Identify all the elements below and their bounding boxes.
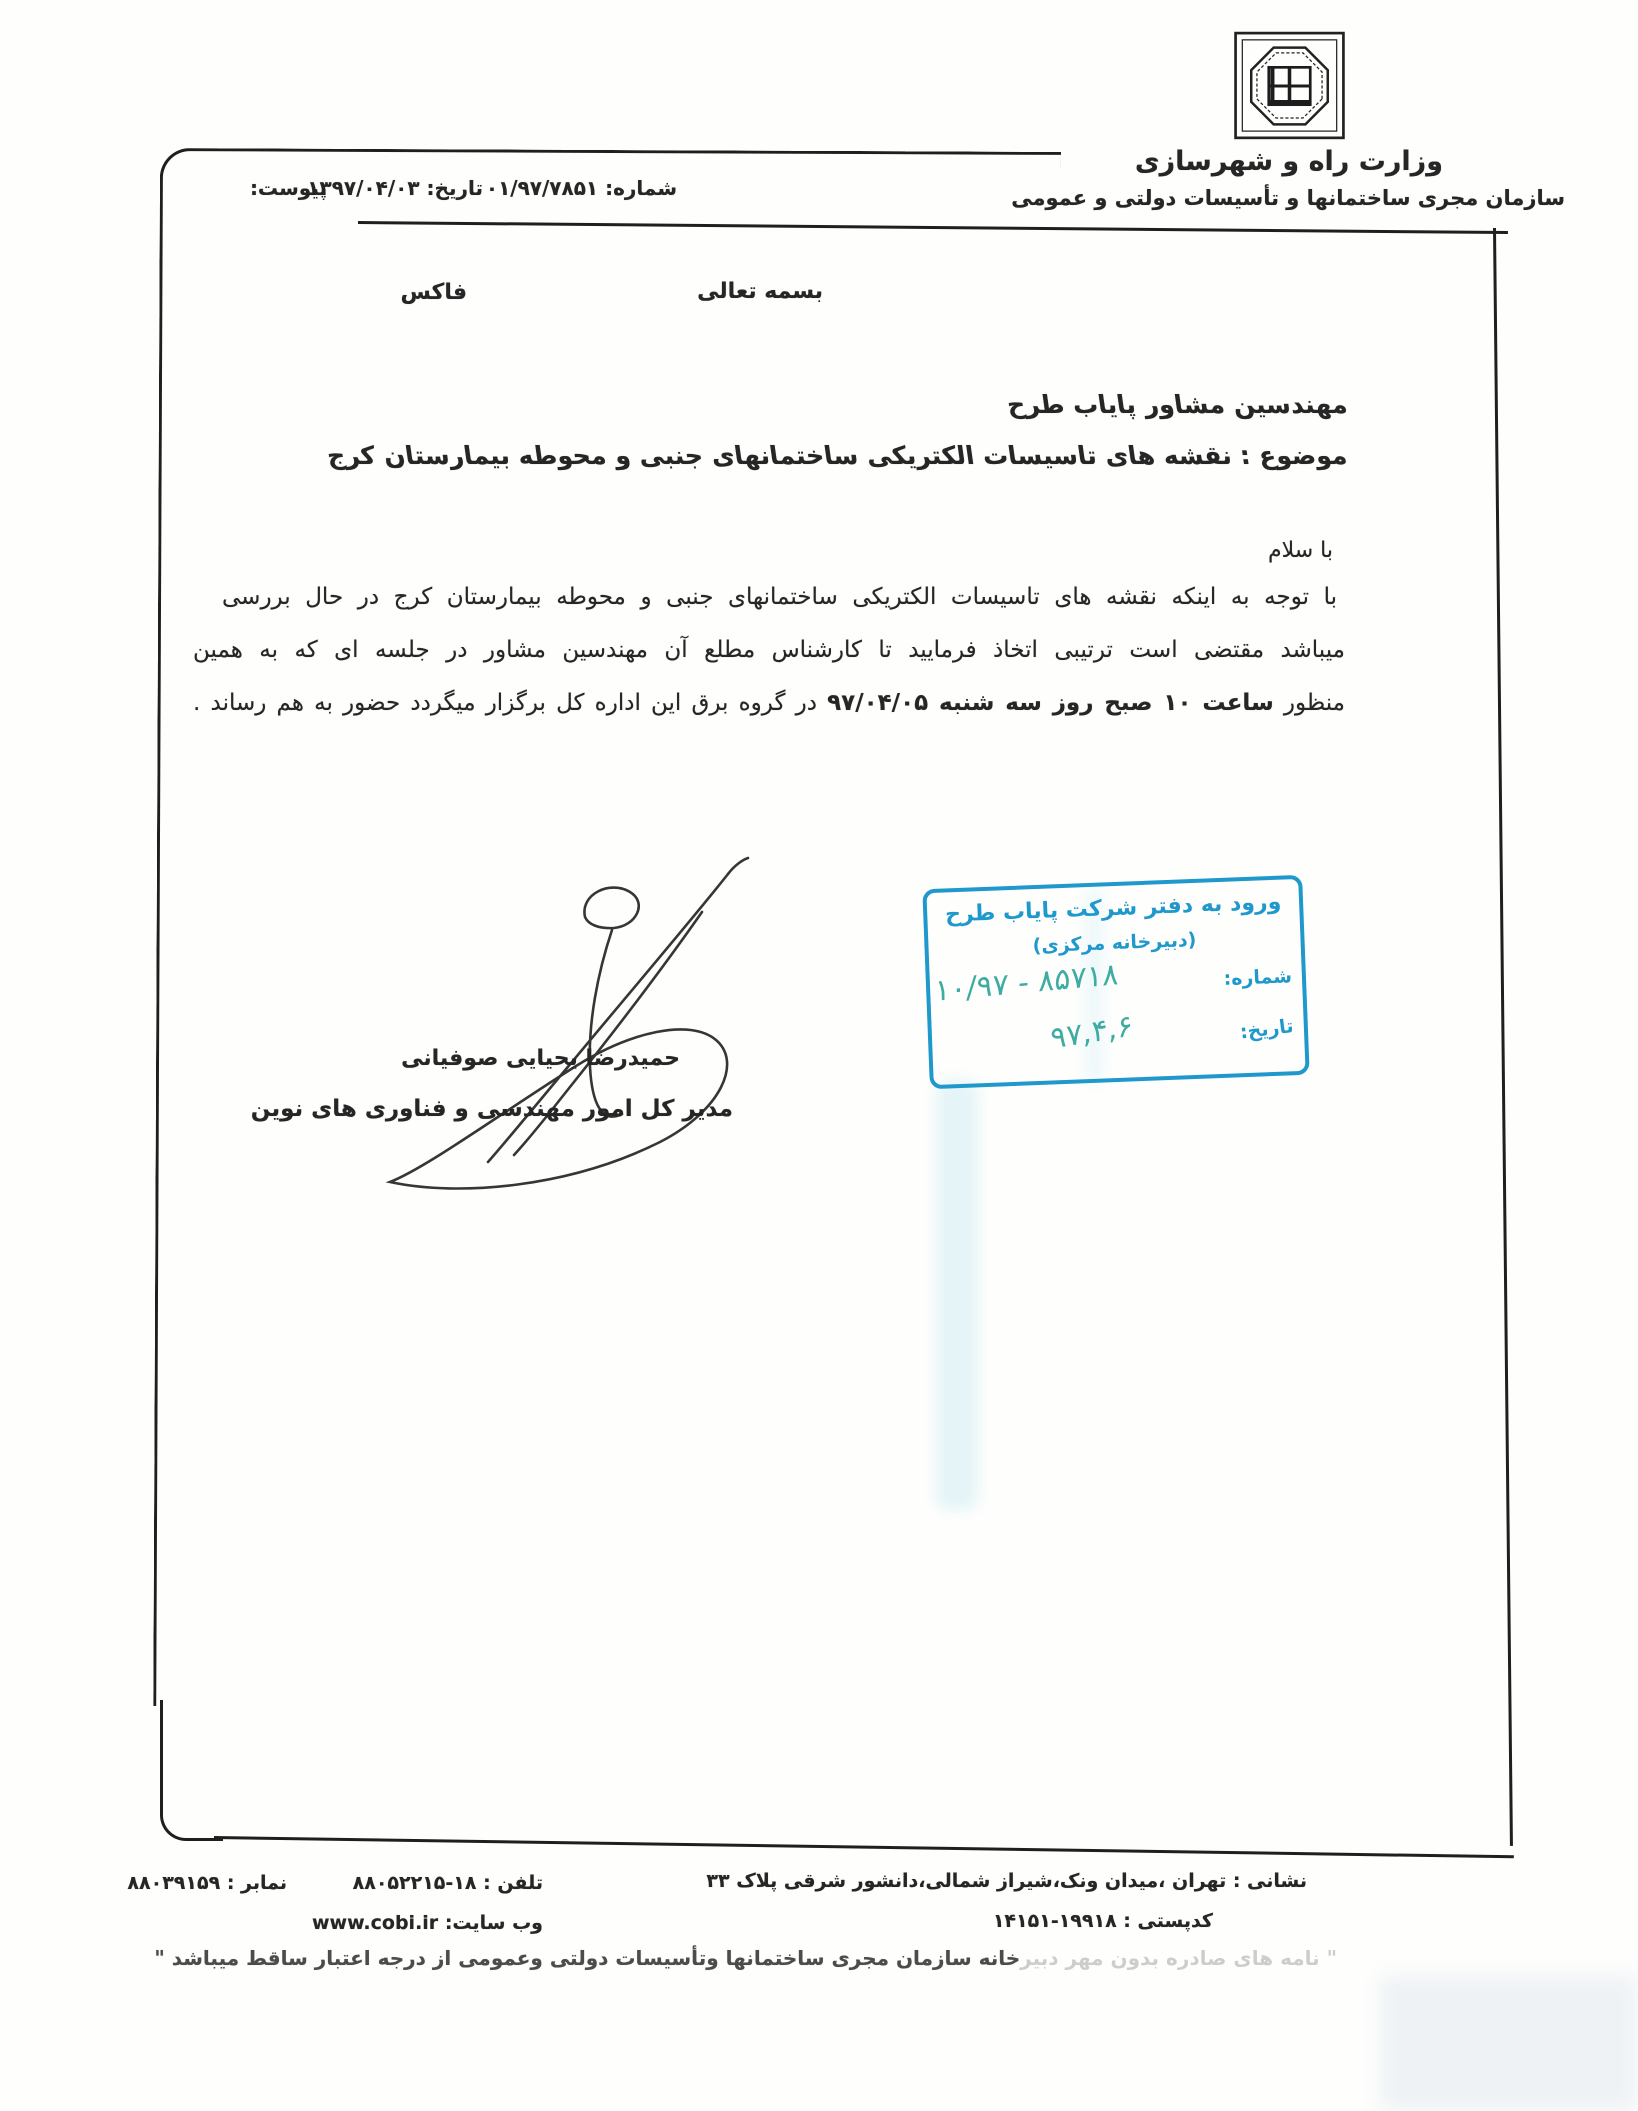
body-line-3-prefix: منظور xyxy=(1273,690,1345,716)
received-stamp xyxy=(922,875,1309,1089)
stamp-subtitle: (دبیرخانه مرکزی) xyxy=(1032,928,1197,958)
stamp-number-label: شماره: xyxy=(1223,965,1293,990)
recipient-line: مهندسین مشاور پایاب طرح xyxy=(1004,390,1350,419)
body-line-3-meeting-time: ساعت ۱۰ صبح روز سه شنبه ۹۷/۰۴/۰۵ xyxy=(827,690,1274,716)
letter-border-bottomleft xyxy=(160,1700,223,1841)
letter-date-value: ۱۳۹۷/۰۴/۰۳ xyxy=(307,176,420,200)
footer-website xyxy=(312,1912,543,1934)
letter-number-field xyxy=(486,176,677,200)
stamp-title: ورود به دفتر شرکت پایاب طرح xyxy=(944,889,1282,928)
footer-address: نشانی : تهران ،میدان ونک،شیراز شمالی،دانشور شرقی پلاک ۳۳ xyxy=(706,1870,1307,1892)
organization-name: سازمان مجری ساختمانها و تأسیسات دولتی و عمومی xyxy=(1011,186,1565,210)
attachment-label: پیوست: xyxy=(249,176,327,200)
signer-name: حمیدرضا یحیایی صوفیانی xyxy=(401,1046,680,1071)
footer-disclaimer-main: خانه سازمان مجری ساختمانها وتأسیسات دولتی وعمومی از درجه اعتبار ساقط میباشد " xyxy=(154,1946,1021,1970)
footer-disclaimer xyxy=(154,1946,1337,1970)
signature-flourish xyxy=(330,852,770,1197)
ministry-name: وزارت راه و شهرسازی xyxy=(1134,146,1443,177)
stamp-number-handwritten: ۱۰/۹۷ - ۸۵۷۱۸ xyxy=(934,956,1119,1009)
stamp-date-handwritten: ۹۷,۴,۶ xyxy=(1049,1008,1134,1057)
footer-website-url[interactable]: www.cobi.ir xyxy=(311,1912,439,1934)
subject-line: موضوع : نقشه های تاسیسات الکتریکی ساختمانهای جنبی و محوطه بیمارستان کرج xyxy=(325,441,1350,470)
letter-date-field xyxy=(307,176,483,200)
body-line-3 xyxy=(193,686,1345,720)
scan-noise-patch xyxy=(1380,1975,1638,2111)
besmele-text: بسمه تعالی xyxy=(697,279,823,304)
stamp-date-label: تاریخ: xyxy=(1239,1014,1296,1044)
signer-title: مدیر کل امور مهندسی و فناوری های نوین xyxy=(250,1096,733,1122)
ministry-emblem-icon xyxy=(1232,30,1347,142)
letter-border-bottom xyxy=(214,1836,1514,1858)
footer-website-label: وب سایت: xyxy=(444,1912,543,1934)
footer-postal-code: کدپستی : ۱۹۹۱۸-۱۴۱۵۱ xyxy=(992,1910,1213,1932)
footer-phone: تلفن : ۱۸-۸۸۰۵۲۲۱۵ xyxy=(352,1872,543,1894)
body-line-2: میباشد مقتضی است ترتیبی اتخاذ فرمایید تا کارشناس مطلع آن مهندسین مشاور در جلسه ای که به همین xyxy=(193,637,1345,663)
letter-number-value: ۰۱/۹۷/۷۸۵۱ xyxy=(485,176,599,200)
footer-fax: نمابر : ۸۸۰۳۹۱۵۹ xyxy=(127,1872,287,1894)
body-line-1: با توجه به اینکه نقشه های تاسیسات الکتریکی ساختمانهای جنبی و محوطه بیمارستان کرج در حال بررسی xyxy=(222,584,1337,610)
fax-word: فاکس xyxy=(400,280,467,305)
letter-number-label: شماره: xyxy=(605,176,677,200)
letter-date-label: تاریخ: xyxy=(426,176,483,200)
salutation: با سلام xyxy=(1267,538,1333,563)
letter-border-right xyxy=(1493,228,1513,1846)
footer-disclaimer-faded: " نامه های صادره بدون مهر دبیر xyxy=(1020,1946,1337,1970)
body-line-3-suffix: در گروه برق این اداره کل برگزار میگردد حضور به هم رساند . xyxy=(193,690,828,716)
